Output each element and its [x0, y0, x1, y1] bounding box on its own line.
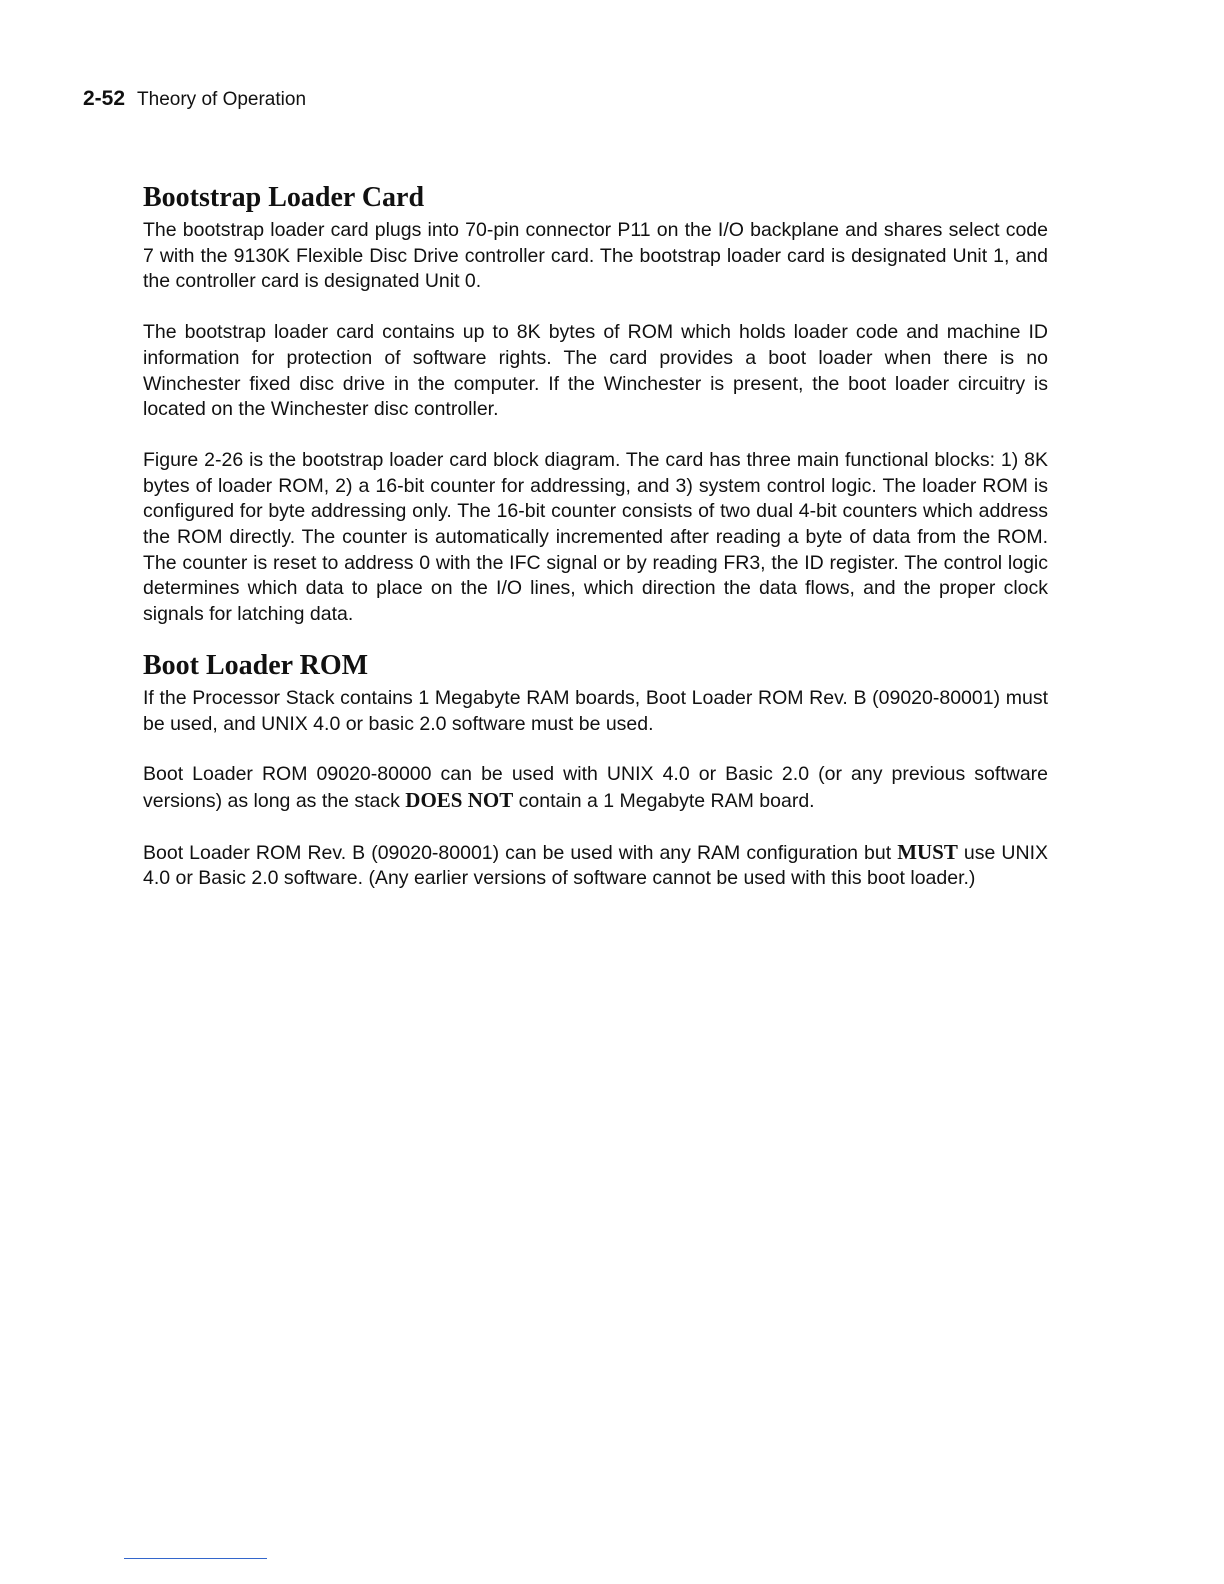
page-content	[143, 180, 1048, 917]
paragraph	[143, 840, 1048, 892]
section-heading: Bootstrap Loader Card	[143, 182, 425, 213]
text-run: Boot Loader ROM Rev. B (09020-80001) can be used with any RAM configuration but	[143, 841, 898, 864]
emphasis-text: MUST	[897, 839, 958, 864]
text-run: use UNIX 4.0 or Basic 2.0 software. (Any earlier versions of software cannot be used with this boot loader.)	[143, 841, 1048, 890]
text-run: Boot Loader ROM 09020-80000 can be used with UNIX 4.0 or Basic 2.0 (or any previous software versions) as long as the stack	[143, 763, 1048, 812]
paragraph: The bootstrap loader card plugs into 70-pin connector P11 on the I/O backplane and shares select code 7 with the 9130K Flexible Disc Drive controller card. The bootstrap loader card is designated Unit 1, and the controller card is designated Unit 0.	[143, 219, 1048, 293]
page-number: 2-52	[83, 87, 126, 110]
section-boot-loader-rom	[143, 648, 1048, 892]
paragraph: Figure 2-26 is the bootstrap loader card block diagram. The card has three main functional blocks: 1) 8K bytes of loader ROM, 2) a 16-bit counter for addressing, and 3) system control logic. The loader ROM is configured for byte addressing only. The 16-bit counter consists of two dual 4-bit counters which address the ROM directly. The counter is automatically incremented after reading a byte of data from the ROM. The counter is reset to address 0 with the IFC signal or by reading FR3, the ID register. The control logic determines which data to place on the I/O lines, which direction the data flows, and the proper clock signals for latching data.	[143, 448, 1048, 626]
running-title: Theory of Operation	[137, 89, 307, 110]
text-run: contain a 1 Megabyte RAM board.	[513, 789, 815, 812]
paragraph: If the Processor Stack contains 1 Megabyte RAM boards, Boot Loader ROM Rev. B (09020-80001) must be used, and UNIX 4.0 or basic 2.0 software must be used.	[143, 686, 1048, 735]
footnote-rule	[124, 1558, 267, 1559]
paragraph: The bootstrap loader card contains up to 8K bytes of ROM which holds loader code and machine ID information for protection of software rights. The card provides a boot loader when there is no Winchester fixed disc drive in the computer. If the Winchester is present, the boot loader circuitry is located on the Winchester disc controller.	[143, 321, 1048, 421]
emphasis-text: DOES NOT	[405, 787, 514, 812]
page-header	[83, 84, 306, 115]
paragraph	[143, 762, 1048, 814]
section-heading: Boot Loader ROM	[143, 649, 369, 681]
section-bootstrap-loader-card	[143, 180, 1048, 628]
